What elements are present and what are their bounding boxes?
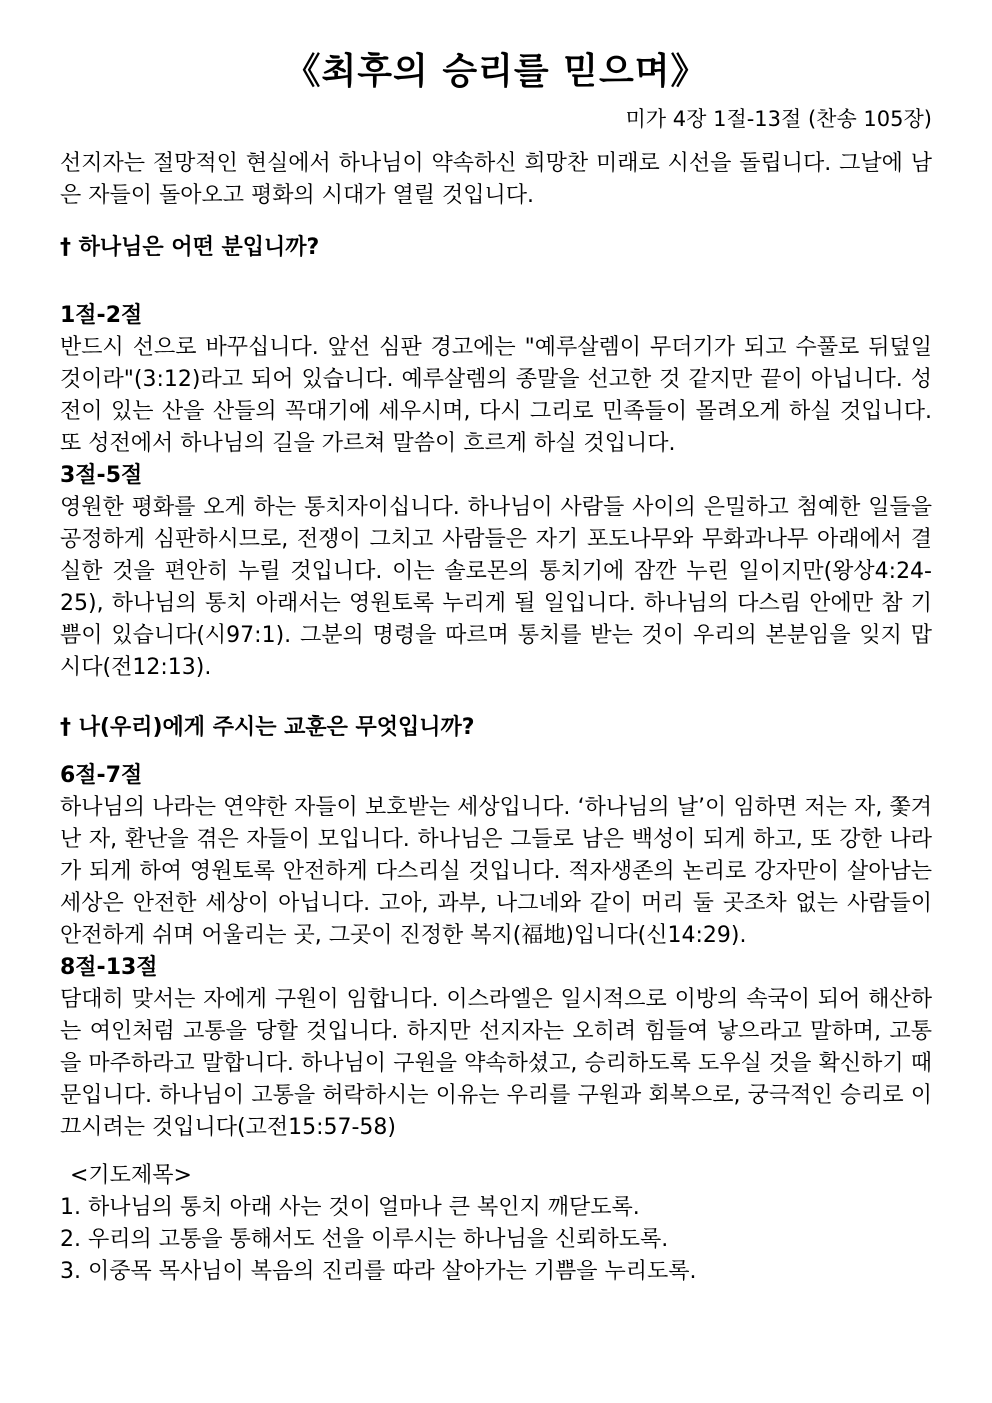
verse-label: 1절-2절 bbox=[60, 303, 143, 328]
page-title: 《최후의 승리를 믿으며》 bbox=[284, 51, 708, 92]
section-heading-1: † 하나님은 어떤 분입니까? bbox=[60, 235, 320, 260]
prayer-item: 2. 우리의 고통을 통해서도 선을 이루시는 하나님을 신뢰하도록. bbox=[60, 1227, 669, 1252]
prayer-item: 3. 이중목 목사님이 복음의 진리를 따라 살아가는 기쁨을 누리도록. bbox=[60, 1259, 697, 1284]
intro-paragraph: 선지자는 절망적인 현실에서 하나님이 약속하신 희망찬 미래로 시선을 돌립니다. 그날에 남은 자들이 돌아오고 평화의 시대가 열릴 것입니다. bbox=[60, 151, 932, 208]
verse-paragraph: 반드시 선으로 바꾸십니다. 앞선 심판 경고에는 "예루살렘이 무더기가 되고 수풀로 뒤덮일 것이라"(3:12)라고 되어 있습니다. 예루살렘의 종말을 선고한 것 같지만 끝이 아닙니다. 성전이 있는 산을 산들의 꼭대기에 세우시며, 다시 그리로 민족들이 몰려오게 하실 것입니다. 또 성전에서 하나님의 길을 가르쳐 말씀이 흐르게 하실 것입니다. bbox=[60, 335, 932, 456]
section-heading-2: † 나(우리)에게 주시는 교훈은 무엇입니까? bbox=[60, 715, 475, 740]
verse-paragraph: 하나님의 나라는 연약한 자들이 보호받는 세상입니다. ‘하나님의 날’이 임하면 저는 자, 쫓겨난 자, 환난을 겪은 자들이 모입니다. 하나님은 그들로 남은 백성이 되게 하고, 또 강한 나라가 되게 하여 영원토록 안전하게 다스리실 것입니다. 적자생존의 논리로 강자만이 살아남는 세상은 안전한 세상이 아닙니다. 고아, 과부, 나그네와 같이 머리 둘 곳조차 없는 사람들이 안전하게 쉬며 어울리는 곳, 그곳이 진정한 복지(福地)입니다(신14:29). bbox=[60, 795, 932, 948]
scripture-reference: 미가 4장 1절-13절 (찬송 105장) bbox=[625, 107, 932, 131]
document-page bbox=[60, 48, 932, 1288]
prayer-item: 1. 하나님의 통치 아래 사는 것이 얼마나 큰 복인지 깨닫도록. bbox=[60, 1195, 640, 1220]
verse-paragraph: 영원한 평화를 오게 하는 통치자이십니다. 하나님이 사람들 사이의 은밀하고 첨예한 일들을 공정하게 심판하시므로, 전쟁이 그치고 사람들은 자기 포도나무와 무화과나무 아래에서 결실한 것을 편안히 누릴 것입니다. 이는 솔로몬의 통치기에 잠깐 누린 일이지만(왕상4:24-25), 하나님의 통치 아래서는 영원토록 누리게 될 일입니다. 하나님의 다스림 안에만 참 기쁨이 있습니다(시97:1). 그분의 명령을 따르며 통치를 받는 것이 우리의 본분임을 잊지 맙시다(전12:13). bbox=[60, 495, 932, 680]
verse-paragraph: 담대히 맞서는 자에게 구원이 임합니다. 이스라엘은 일시적으로 이방의 속국이 되어 해산하는 여인처럼 고통을 당할 것입니다. 하지만 선지자는 오히려 힘들여 낳으라고 말하며, 고통을 마주하라고 말합니다. 하나님이 구원을 약속하셨고, 승리하도록 도우실 것을 확신하기 때문입니다. 하나님이 고통을 허락하시는 이유는 우리를 구원과 회복으로, 궁극적인 승리로 이끄시려는 것입니다(고전15:57-58) bbox=[60, 987, 932, 1140]
verse-label: 3절-5절 bbox=[60, 463, 143, 488]
verse-label: 6절-7절 bbox=[60, 763, 143, 788]
prayer-title: <기도제목> bbox=[70, 1163, 192, 1188]
verse-label: 8절-13절 bbox=[60, 955, 158, 980]
